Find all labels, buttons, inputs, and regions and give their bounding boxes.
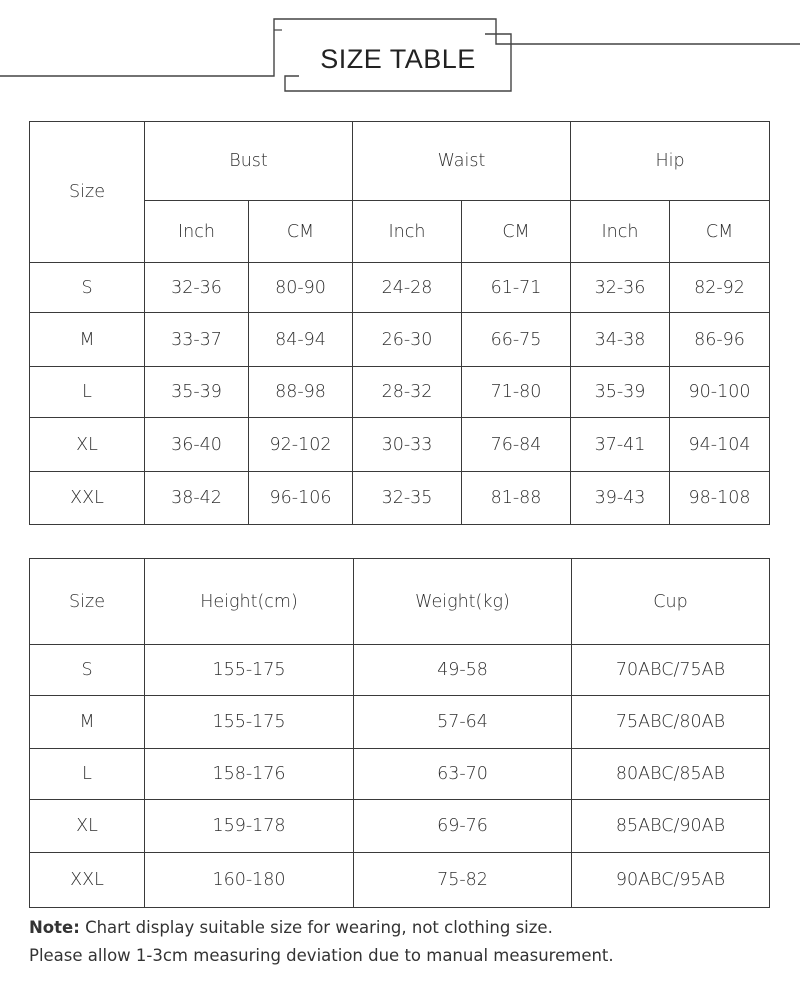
value-cell: 76-84 xyxy=(462,418,571,472)
group-header-row xyxy=(30,122,770,201)
value-cell: 70ABC/75AB xyxy=(572,645,770,696)
size-cell: XL xyxy=(30,800,145,853)
value-cell: 49-58 xyxy=(354,645,572,696)
size-cell: L xyxy=(30,749,145,800)
bust-header: Bust xyxy=(145,122,353,201)
value-cell: 96-106 xyxy=(249,472,353,525)
value-cell: 32-35 xyxy=(353,472,462,525)
table-row xyxy=(30,472,770,525)
table-row xyxy=(30,800,770,853)
value-cell: 33-37 xyxy=(145,313,249,367)
value-cell: 80-90 xyxy=(249,263,353,313)
size-cell: M xyxy=(30,313,145,367)
table-row xyxy=(30,645,770,696)
unit-header: Inch xyxy=(571,201,670,263)
table-row xyxy=(30,853,770,908)
value-cell: 28-32 xyxy=(353,367,462,418)
size-cell: S xyxy=(30,645,145,696)
value-cell: 90-100 xyxy=(670,367,770,418)
size-header: Size xyxy=(30,122,145,263)
size-cell: S xyxy=(30,263,145,313)
table-row xyxy=(30,418,770,472)
value-cell: 158-176 xyxy=(145,749,354,800)
table-row xyxy=(30,313,770,367)
value-cell: 37-41 xyxy=(571,418,670,472)
value-cell: 85ABC/90AB xyxy=(572,800,770,853)
value-cell: 57-64 xyxy=(354,696,572,749)
unit-header: CM xyxy=(670,201,770,263)
size-cell: L xyxy=(30,367,145,418)
value-cell: 66-75 xyxy=(462,313,571,367)
size-cell: XXL xyxy=(30,853,145,908)
value-cell: 63-70 xyxy=(354,749,572,800)
value-cell: 94-104 xyxy=(670,418,770,472)
value-cell: 160-180 xyxy=(145,853,354,908)
note-line-2: Please allow 1-3cm measuring deviation due to manual measurement. xyxy=(29,946,614,965)
hip-header: Hip xyxy=(571,122,770,201)
value-cell: 159-178 xyxy=(145,800,354,853)
value-cell: 69-76 xyxy=(354,800,572,853)
height-weight-cup-table xyxy=(29,558,770,908)
note-label: Note: xyxy=(29,918,80,937)
value-cell: 98-108 xyxy=(670,472,770,525)
value-cell: 30-33 xyxy=(353,418,462,472)
title-banner xyxy=(0,0,800,100)
weight-header: Weight(kg) xyxy=(354,559,572,645)
unit-header: CM xyxy=(249,201,353,263)
cup-header: Cup xyxy=(572,559,770,645)
value-cell: 75ABC/80AB xyxy=(572,696,770,749)
value-cell: 24-28 xyxy=(353,263,462,313)
size-cell: XL xyxy=(30,418,145,472)
value-cell: 35-39 xyxy=(145,367,249,418)
value-cell: 92-102 xyxy=(249,418,353,472)
value-cell: 80ABC/85AB xyxy=(572,749,770,800)
value-cell: 81-88 xyxy=(462,472,571,525)
note-text: Chart display suitable size for wearing, not clothing size. xyxy=(79,918,553,937)
value-cell: 155-175 xyxy=(145,696,354,749)
unit-header: CM xyxy=(462,201,571,263)
measurements-table xyxy=(29,121,770,525)
note-line-1 xyxy=(29,918,553,937)
value-cell: 90ABC/95AB xyxy=(572,853,770,908)
value-cell: 26-30 xyxy=(353,313,462,367)
value-cell: 155-175 xyxy=(145,645,354,696)
table-row xyxy=(30,367,770,418)
table-row xyxy=(30,696,770,749)
value-cell: 88-98 xyxy=(249,367,353,418)
value-cell: 34-38 xyxy=(571,313,670,367)
waist-header: Waist xyxy=(353,122,571,201)
unit-header: Inch xyxy=(145,201,249,263)
page-title: SIZE TABLE xyxy=(320,44,476,74)
value-cell: 86-96 xyxy=(670,313,770,367)
value-cell: 32-36 xyxy=(145,263,249,313)
value-cell: 61-71 xyxy=(462,263,571,313)
height-header: Height(cm) xyxy=(145,559,354,645)
table-row xyxy=(30,749,770,800)
header-row xyxy=(30,559,770,645)
unit-header: Inch xyxy=(353,201,462,263)
table-row xyxy=(30,263,770,313)
value-cell: 38-42 xyxy=(145,472,249,525)
value-cell: 84-94 xyxy=(249,313,353,367)
value-cell: 36-40 xyxy=(145,418,249,472)
size-cell: M xyxy=(30,696,145,749)
value-cell: 35-39 xyxy=(571,367,670,418)
value-cell: 32-36 xyxy=(571,263,670,313)
value-cell: 82-92 xyxy=(670,263,770,313)
size-cell: XXL xyxy=(30,472,145,525)
value-cell: 39-43 xyxy=(571,472,670,525)
value-cell: 71-80 xyxy=(462,367,571,418)
size-header: Size xyxy=(30,559,145,645)
value-cell: 75-82 xyxy=(354,853,572,908)
